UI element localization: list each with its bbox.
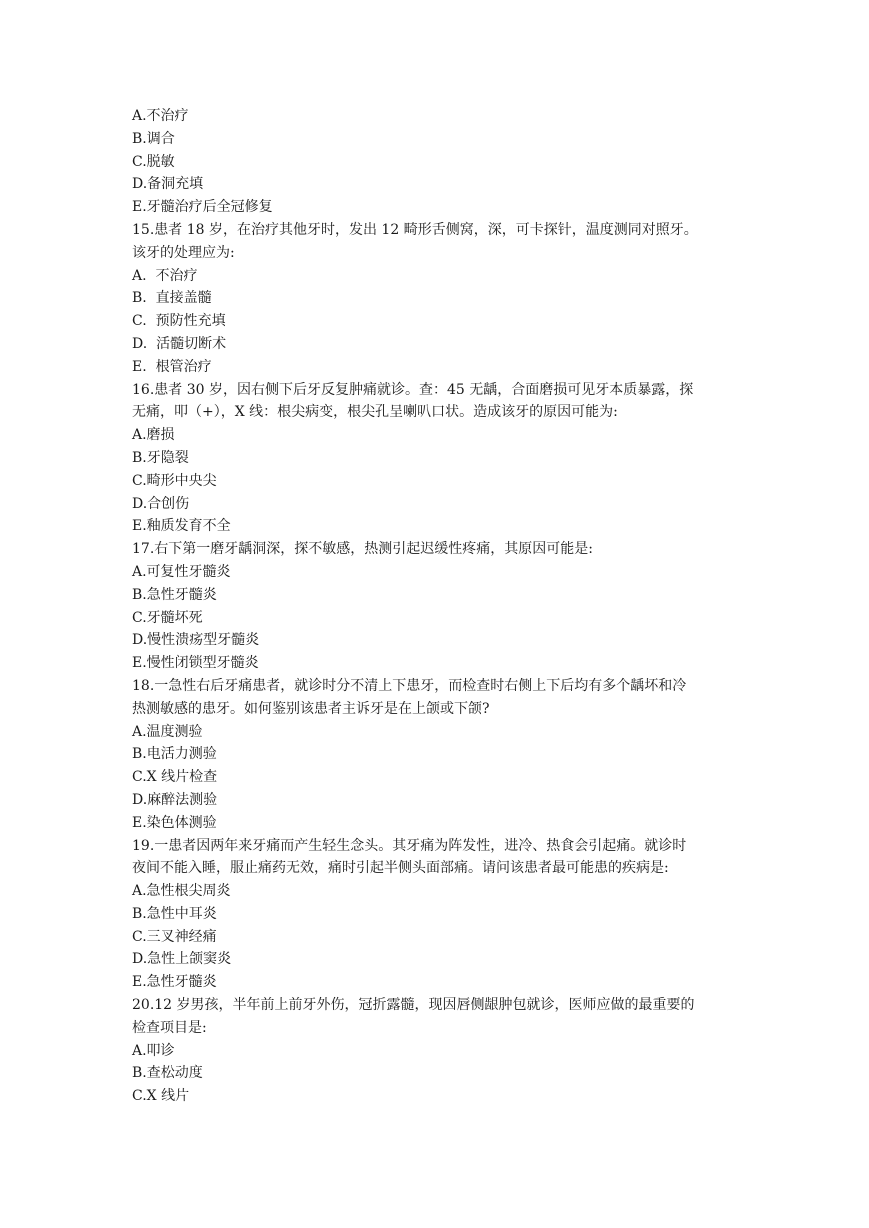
option-line: B.电活力测验 — [132, 746, 217, 763]
question-stem-line: 热测敏感的患牙。如何鉴别该患者主诉牙是在上颌或下颌? — [132, 700, 490, 717]
option-line: E.牙髓治疗后全冠修复 — [132, 199, 273, 216]
question-stem-line: 夜间不能入睡，服止痛药无效，痛时引起半侧头面部痛。请问该患者最可能患的疾病是: — [132, 860, 669, 877]
option-line: A.磨损 — [132, 427, 175, 444]
option-line: C.X 线片 — [132, 1088, 190, 1105]
option-line: B. 直接盖髓 — [132, 290, 212, 307]
option-line: C. 预防性充填 — [132, 313, 226, 330]
option-line: B.查松动度 — [132, 1065, 203, 1082]
question-stem-line: 15.患者 18 岁，在治疗其他牙时，发出 12 畸形舌侧窝，深，可卡探针，温度测同对照牙。 — [132, 221, 698, 238]
question-stem-line: 16.患者 30 岁，因右侧下后牙反复肿痛就诊。查：45 无龋，合面磨损可见牙本质暴露，探 — [132, 381, 694, 398]
question-stem-line: 20.12 岁男孩，半年前上前牙外伤，冠折露髓，现因唇侧龈肿包就诊，医师应做的最重要的 — [132, 997, 695, 1014]
option-line: B.调合 — [132, 130, 175, 147]
question-text-body — [132, 105, 742, 1108]
option-line: E.釉质发育不全 — [132, 518, 231, 535]
question-stem-line: 无痛，叩（+），X 线：根尖病变，根尖孔呈喇叭口状。造成该牙的原因可能为: — [132, 404, 618, 421]
option-line: D.合创伤 — [132, 495, 190, 512]
option-line: E. 根管治疗 — [132, 358, 212, 375]
option-line: E.慢性闭锁型牙髓炎 — [132, 655, 259, 672]
option-line: A.不治疗 — [132, 108, 189, 124]
option-line: A.温度测验 — [132, 723, 203, 740]
question-stem-line: 检查项目是: — [132, 1019, 207, 1036]
option-line: B.急性中耳炎 — [132, 905, 217, 922]
option-line: B.牙隐裂 — [132, 449, 189, 466]
option-line: C.脱敏 — [132, 153, 175, 170]
question-stem-line: 17.右下第一磨牙龋洞深，探不敏感，热测引起迟缓性疼痛，其原因可能是: — [132, 541, 593, 558]
option-line: C.X 线片检查 — [132, 769, 218, 786]
option-line: A. 不治疗 — [132, 267, 198, 284]
option-line: C.牙髓坏死 — [132, 609, 203, 626]
option-line: A.急性根尖周炎 — [132, 883, 231, 900]
option-line: E.急性牙髓炎 — [132, 974, 217, 991]
option-line: D.备洞充填 — [132, 176, 204, 193]
option-line: A.叩诊 — [132, 1042, 175, 1059]
question-stem-line: 18.一急性右后牙痛患者，就诊时分不清上下患牙，而检查时右侧上下后均有多个龋坏和冷 — [132, 677, 687, 694]
option-line: C.畸形中央尖 — [132, 472, 217, 489]
option-line: D.急性上颌窦炎 — [132, 951, 232, 968]
option-line: B.急性牙髓炎 — [132, 586, 217, 603]
option-line: D. 活髓切断术 — [132, 335, 227, 352]
question-stem-line: 19.一患者因两年来牙痛而产生轻生念头。其牙痛为阵发性，进冷、热食会引起痛。就诊时 — [132, 837, 687, 854]
option-line: E.染色体测验 — [132, 814, 217, 831]
option-line: D.麻醉法测验 — [132, 791, 218, 808]
option-line: C.三叉神经痛 — [132, 928, 217, 945]
option-line: D.慢性溃疡型牙髓炎 — [132, 632, 260, 649]
option-line: A.可复性牙髓炎 — [132, 563, 231, 580]
question-stem-line: 该牙的处理应为: — [132, 244, 235, 261]
